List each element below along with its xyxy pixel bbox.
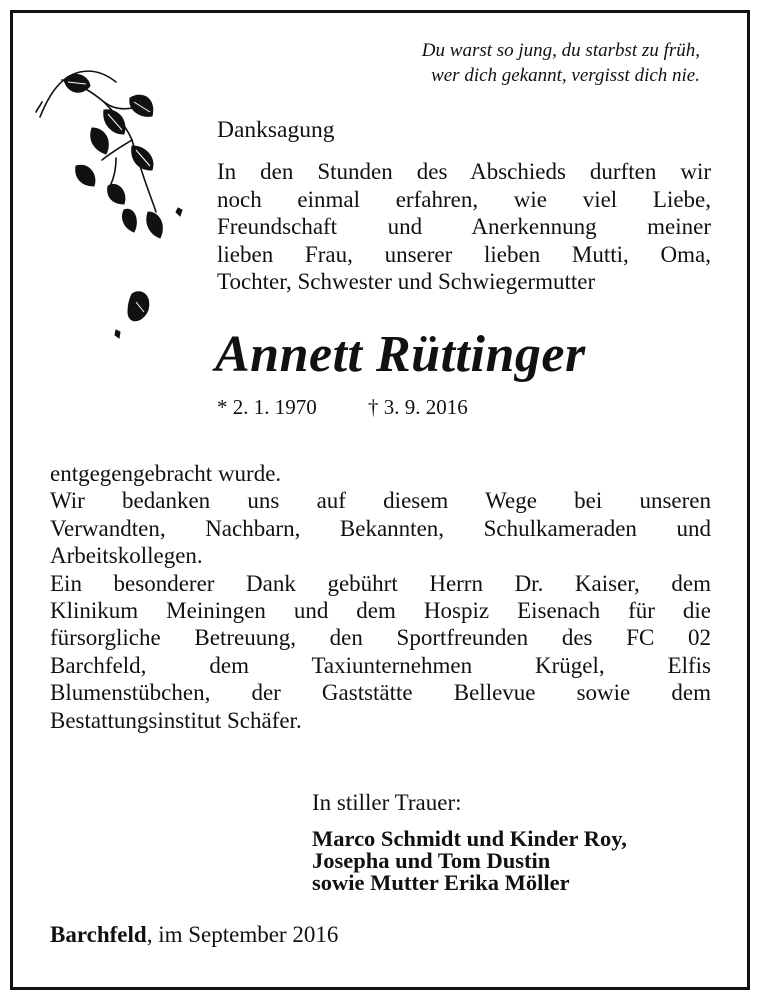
body-line: Verwandten, Nachbarn, Bekannten, Schulkameraden und: [50, 515, 711, 541]
body-line: Blumenstübchen, der Gaststätte Bellevue sowie dem: [50, 680, 711, 706]
body-line: Klinikum Meiningen und dem Hospiz Eisenach für die: [50, 598, 711, 624]
intro-line: In den Stunden des Abschieds durften wir: [217, 159, 711, 184]
quote-line-2: wer dich gekannt, vergisst dich nie.: [431, 65, 700, 86]
intro-line: lieben Frau, unserer lieben Mutti, Oma,: [217, 241, 711, 267]
thanks-heading: Danksagung: [217, 117, 335, 143]
signer-line: Marco Schmidt und Kinder Roy,: [312, 826, 627, 851]
mourning-label: In stiller Trauer:: [312, 790, 462, 815]
signers-block: [312, 828, 627, 894]
place-name: Barchfeld: [50, 922, 147, 947]
body-line: Wir bedanken uns auf diesem Wege bei unseren: [50, 488, 711, 514]
body-line: fürsorgliche Betreuung, den Sportfreunden des FC 02: [50, 625, 711, 651]
intro-line: Tochter, Schwester und Schwiegermutter: [217, 269, 596, 295]
memorial-quote: [360, 38, 700, 88]
deceased-name: Annett Rüttinger: [215, 326, 586, 383]
death-date: † 3. 9. 2016: [368, 395, 468, 419]
intro-line: Freundschaft und Anerkennung meiner: [217, 214, 711, 240]
birch-branch-icon: [32, 62, 202, 352]
body-line: Ein besonderer Dank gebührt Herrn Dr. Kaiser, dem: [50, 570, 711, 596]
intro-line: noch einmal erfahren, wie viel Liebe,: [217, 186, 711, 212]
quote-line-1: Du warst so jung, du starbst zu früh,: [421, 40, 700, 61]
intro-paragraph: [217, 158, 711, 296]
body-line: Bestattungsinstitut Schäfer.: [50, 707, 302, 733]
birth-date: * 2. 1. 1970: [217, 395, 317, 419]
life-dates: [217, 395, 468, 420]
body-line: Barchfeld, dem Taxiunternehmen Krügel, Elfis: [50, 652, 711, 678]
thanks-body: [50, 460, 711, 734]
signer-line: sowie Mutter Erika Möller: [312, 870, 570, 895]
signer-line: Josepha und Tom Dustin: [312, 848, 551, 873]
body-line: Arbeitskollegen.: [50, 543, 203, 569]
body-line: entgegengebracht wurde.: [50, 461, 282, 486]
date-text: , im September 2016: [146, 922, 339, 947]
place-and-date: [50, 922, 338, 948]
